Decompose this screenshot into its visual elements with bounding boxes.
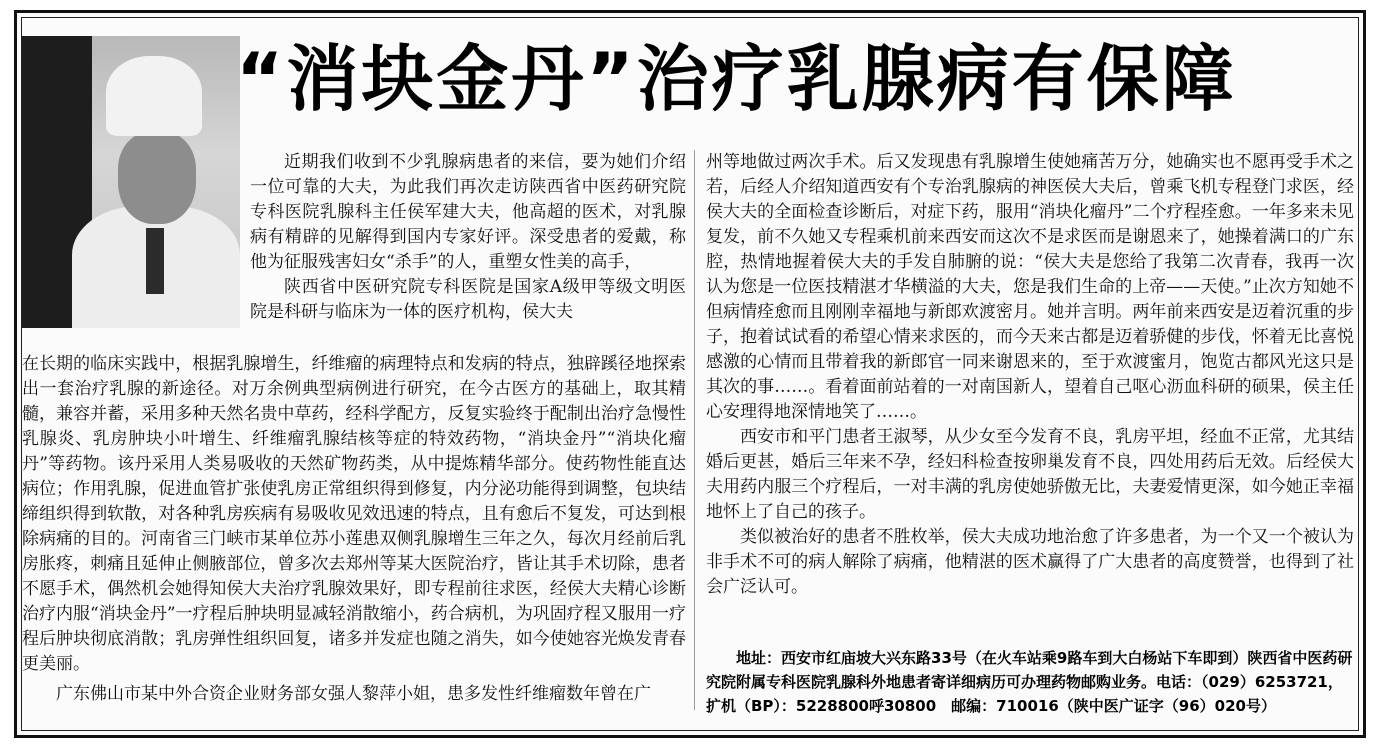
paragraph: 陕西省中医研究院专科医院是国家A级甲等级文明医院是科研与临床为一体的医疗机构，侯大夫 (250, 277, 686, 322)
paragraph: 类似被治好的患者不胜枚举，侯大夫成功地治愈了许多患者，为一个又一个被认为非手术不可的病人解除了病痛，他精湛的医术赢得了广大患者的高度赞誉，也得到了社会广泛认可。 (706, 527, 1354, 597)
left-column-last (22, 682, 686, 707)
doctor-photo (22, 36, 240, 328)
headline: “消块金丹”治疗乳腺病有保障 (236, 37, 1237, 121)
paragraph: 广东佛山市某中外合资企业财务部女强人黎萍小姐，患多发性纤维瘤数年曾在广 (56, 684, 651, 704)
photo-tie (146, 228, 164, 294)
paragraph: 州等地做过两次手术。后又发现患有乳腺增生使她痛苦万分，她确实也不愿再受手术之若，后经人介绍知道西安有个专治乳腺病的神医侯大夫后，曾乘飞机专程登门求医，经侯大夫的全面检查诊断后，对症下药，服用“消块化瘤丹”二个疗程痊愈。一年多来未见复发，前不久她又专程乘机前来西安而这次不是求医而是谢恩来了，她操着满口的广东腔，热情地握着侯大夫的手发自肺腑的说：“侯大夫是您给了我第二次青春，我再一次认为您是一位医技精湛才华横溢的大夫，您是我们生命的上帝——天使。”止次方知她不但病情痊愈而且刚刚幸福地与新郎欢渡密月。她并言明。两年前来西安是迈着沉重的步子，抱着试试看的希望心情来求医的，而今天来古都是迈着骄健的步伐，怀着无比喜悦感激的心情而且带着我的新郎官一同来谢恩来的，至于欢渡蜜月，饱览古都风光这只是其次的事……。看着面前站着的一对南国新人，望着自己呕心沥血科研的硕果，侯主任心安理得地深情地笑了……。 (706, 152, 1354, 422)
right-column (706, 150, 1354, 600)
paragraph: 近期我们收到不少乳腺病患者的来信，要为她们介绍一位可靠的大夫，为此我们再次走访陕西省中医药研究院专科医院乳腺科主任侯军建大夫，他高超的医术，对乳腺病有精辟的见解得到国内专家好评。深受患者的爱戴，称他为征服残害妇女“杀手”的人，重塑女性美的高手， (250, 152, 686, 272)
contact-footer: 地址：西安市红庙坡大兴东路33号（在火车站乘9路车到大白杨站下车即到）陕西省中医药研究院附属专科医院乳腺科外地患者寄详细病历可办理药物邮购业务。电话：（029）6253721，扩机（BP）：5228800呼30800 邮编：710016（陕中医广证字（96）020号） (706, 649, 1353, 715)
left-column-top (250, 150, 686, 325)
column-divider (694, 150, 695, 710)
photo-chef-hat (106, 56, 202, 136)
left-column-bottom (22, 352, 686, 677)
photo-face (118, 132, 196, 224)
paragraph: 在长期的临床实践中，根据乳腺增生，纤维瘤的病理特点和发病的特点，独辟蹊径地探索出一套治疗乳腺的新途径。对万余例典型病例进行研究，在今古医方的基础上，取其精髓，兼容并蓄，采用多种天然名贵中草药，经科学配方，反复实验终于配制出治疗急慢性乳腺炎、乳房肿块小叶增生、纤维瘤乳腺结核等症的特效药物，“消块金丹”“消块化瘤丹”等药物。该丹采用人类易吸收的天然矿物药类，从中提炼精华部分。使药物性能直达病位；作用乳腺，促进血管扩张使乳房正常组织得到修复，内分泌功能得到调整，包块结缔组织得到软散，对各种乳房疾病有易吸收见效迅速的特点，且有愈后不复发，可达到根除病痛的目的。河南省三门峡市某单位苏小莲患双侧乳腺增生三年之久，每次月经前后乳房胀疼，刺痛且延伸止侧腋部位，曾多次去郑州等某大医院治疗，皆让其手术切除，患者不愿手术，偶然机会她得知侯大夫治疗乳腺效果好，即专程前往求医，经侯大夫精心诊断治疗内服“消块金丹”一疗程后肿块明显减轻消散缩小，药合病机，为巩固疗程又服用一疗程后肿块彻底消散；乳房弹性组织回复，诸多并发症也随之消失，如今使她容光焕发青春更美丽。 (22, 354, 686, 674)
paragraph: 西安市和平门患者王淑琴，从少女至今发育不良，乳房平坦，经血不正常，尤其结婚后更甚，婚后三年来不孕，经妇科检查按卵巢发育不良，四处用药后无效。后经侯大夫用药内服三个疗程后，一对丰满的乳房使她骄傲无比，夫妻爱情更深，如今她正幸福地怀上了自己的孩子。 (706, 427, 1354, 522)
